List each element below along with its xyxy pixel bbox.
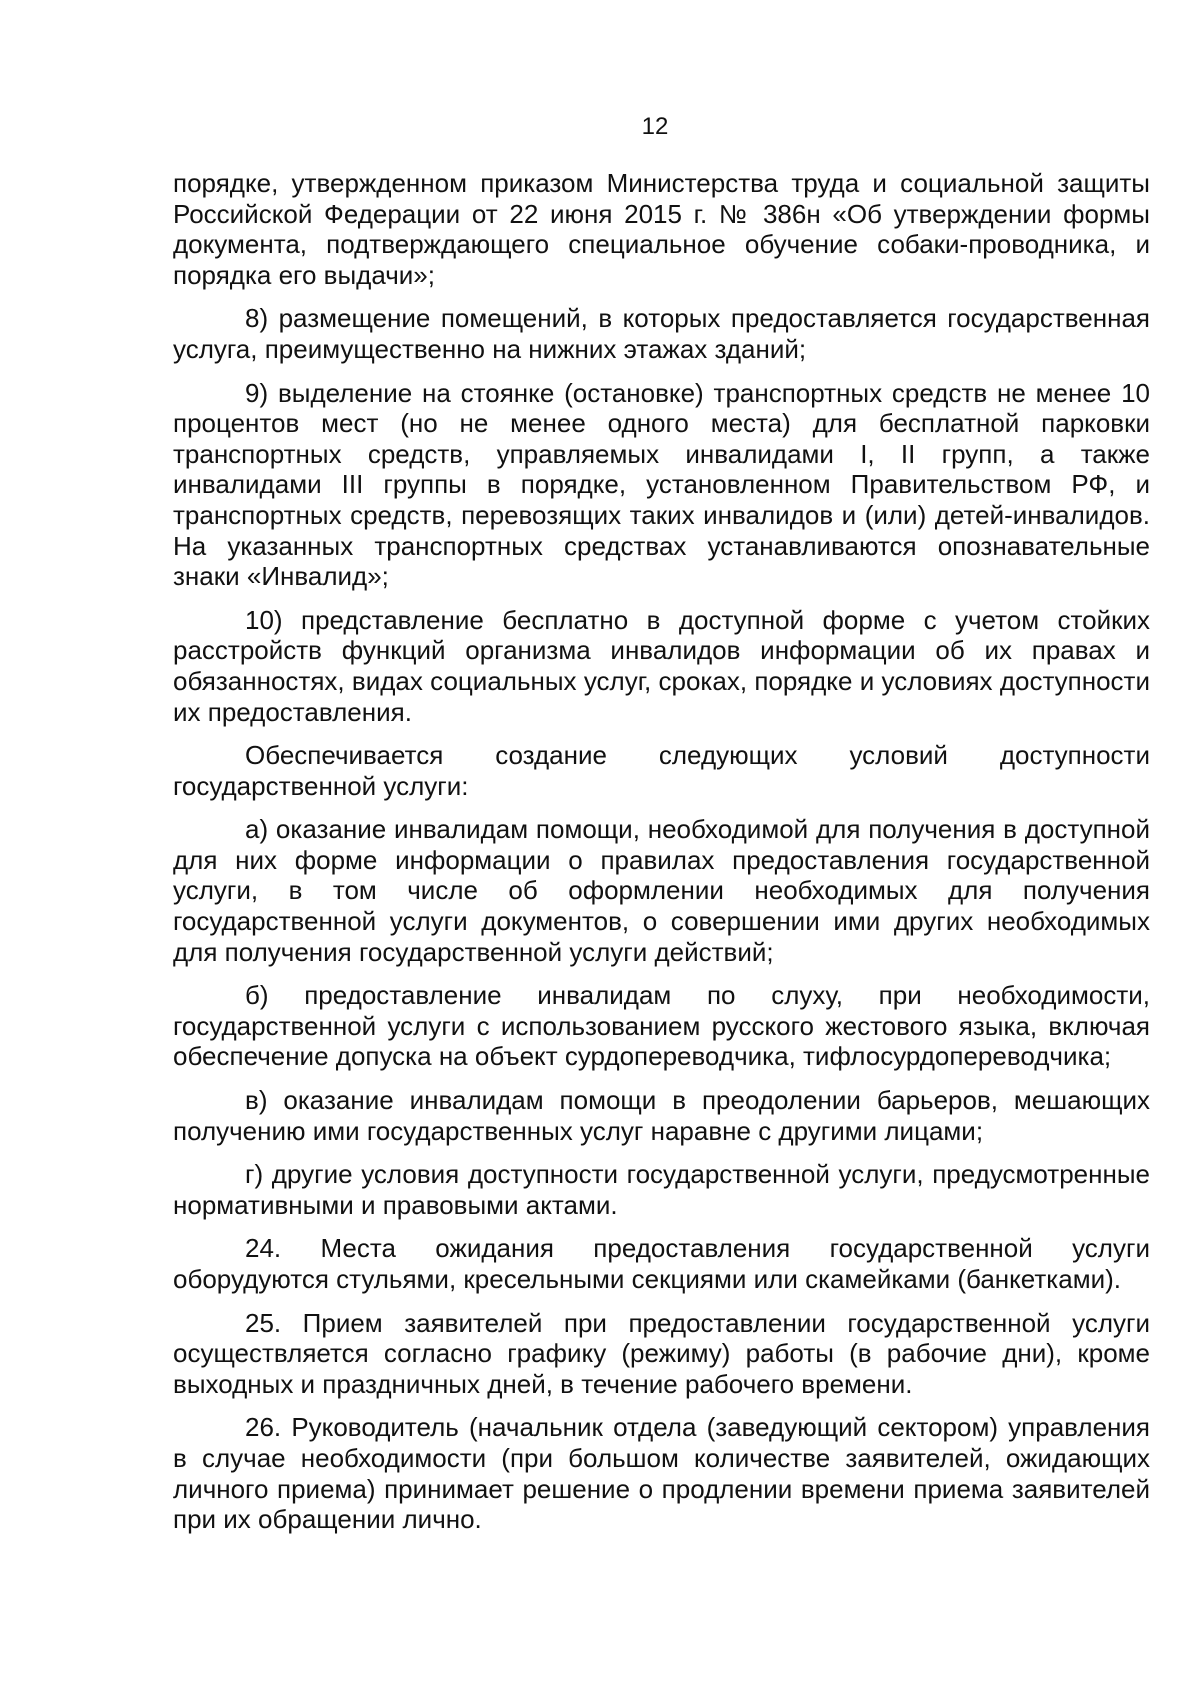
paragraph-item-a: а) оказание инвалидам помощи, необходимой для получения в доступной для них форме информации о правилах предоставления государственной услуги, в том числе об оформлении необходимых для получения государственной услуги документов, о совершении ими других необходимых для получения государственной услуги действий; [173,814,1150,967]
paragraph-section-26: 26. Руководитель (начальник отдела (заведующий сектором) управления в случае необходимости (при большом количестве заявителей, ожидающих личного приема) принимает решение о продлении времени приема заявителей при их обращении лично. [173,1412,1150,1535]
paragraph-section-25: 25. Прием заявителей при предоставлении государственной услуги осуществляется согласно графику (режиму) работы (в рабочие дни), кроме выходных и праздничных дней, в течение рабочего времени. [173,1307,1150,1399]
paragraph-item-8: 8) размещение помещений, в которых предоставляется государственная услуга, преимущественно на нижних этажах зданий; [173,303,1150,364]
paragraph-item-v: в) оказание инвалидам помощи в преодолении барьеров, мешающих получению ими государственных услуг наравне с другими лицами; [173,1085,1150,1146]
paragraph-item-10: 10) представление бесплатно в доступной форме с учетом стойких расстройств функций организма инвалидов информации об их правах и обязанностях, видах социальных услуг, сроках, порядке и условиях доступности их предоставления. [173,604,1150,727]
paragraph-section-24: 24. Места ожидания предоставления государственной услуги оборудуются стульями, кресельными секциями или скамейками (банкетками). [173,1233,1150,1294]
page-number: 12 [641,113,669,140]
document-body [173,168,1150,1548]
paragraph-item-g: г) другие условия доступности государственной услуги, предусмотренные нормативными и правовыми актами. [173,1159,1150,1220]
paragraph-item-b: б) предоставление инвалидам по слуху, при необходимости, государственной услуги с использованием русского жестового языка, включая обеспечение допуска на объект сурдопереводчика, тифлосурдопереводчика; [173,980,1150,1072]
paragraph-item-9: 9) выделение на стоянке (остановке) транспортных средств не менее 10 процентов мест (но не менее одного места) для бесплатной парковки транспортных средств, управляемых инвалидами I, II групп, а также инвалидами III группы в порядке, установленном Правительством РФ, и транспортных средств, перевозящих таких инвалидов и (или) детей-инвалидов. На указанных транспортных средствах устанавливаются опознавательные знаки «Инвалид»; [173,377,1150,592]
paragraph-conditions-intro: Обеспечивается создание следующих условий доступности государственной услуги: [173,740,1150,801]
paragraph-continuation: порядке, утвержденном приказом Министерства труда и социальной защиты Российской Федерации от 22 июня 2015 г. № 386н «Об утверждении формы документа, подтверждающего специальное обучение собаки-проводника, и порядка его выдачи»; [173,168,1150,290]
